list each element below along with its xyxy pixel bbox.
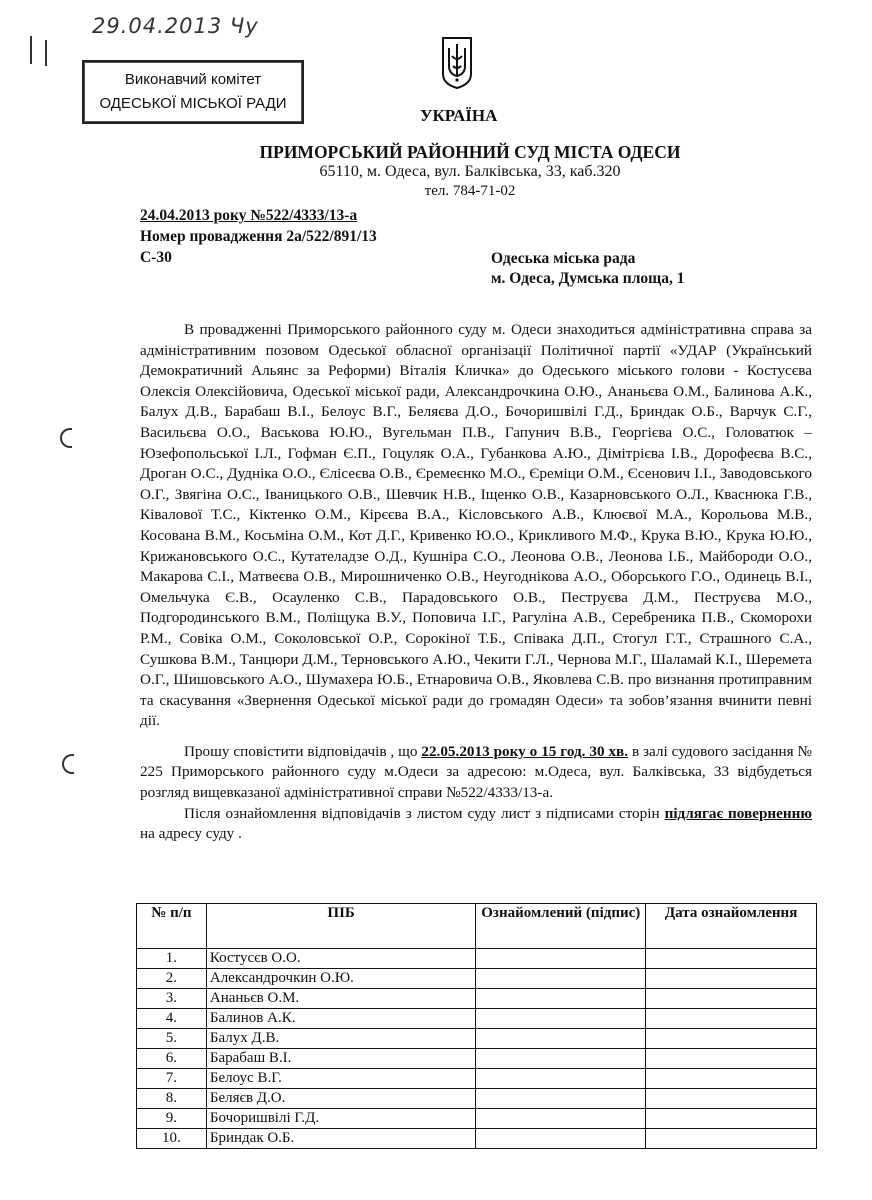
signature-cell[interactable] [476,1029,646,1049]
signature-cell[interactable] [476,1049,646,1069]
handwritten-note: 29.04.2013 Чу [92,14,259,38]
letter-body [140,320,812,845]
stamp-line-2: ОДЕСЬКОЇ МІСЬКОЇ РАДИ [99,95,287,112]
reference-number: 24.04.2013 року №522/4333/13-а [140,207,358,224]
row-number: 6. [137,1049,207,1069]
row-name: Костусєв О.О. [206,949,476,969]
date-cell[interactable] [646,989,817,1009]
date-cell[interactable] [646,969,817,989]
col-signature: Ознайомлений (підпис) [476,904,646,949]
recipient-address: м. Одеса, Думська площа, 1 [491,270,685,287]
signature-cell[interactable] [476,1069,646,1089]
row-name: Бриндак О.Б. [206,1129,476,1149]
row-number: 7. [137,1069,207,1089]
table-row [137,1109,817,1129]
row-number: 3. [137,989,207,1009]
signature-cell[interactable] [476,1009,646,1029]
hearing-date: 22.05.2013 року о 15 год. 30 хв. [421,742,629,760]
punch-hole [62,754,74,774]
row-name: Беляєв Д.О. [206,1089,476,1109]
table-row [137,949,817,969]
registration-stamp [82,60,304,124]
signature-cell[interactable] [476,1089,646,1109]
stamp-line-1: Виконавчий комітет [124,71,262,88]
table-row [137,1129,817,1149]
paragraph-hearing: Прошу сповістити відповідачів , що 22.05.2013 року о 15 год. 30 хв. в залі судового засідання № 225 Приморського районного суду м.Одеси за адресою: м.Одеса, вул. Балківська, 33 відбудеться розгляд вищевказаної адміністративної справи №522/4333/13-а. [140,742,812,802]
table-row [137,1069,817,1089]
date-cell[interactable] [646,1109,817,1129]
date-cell[interactable] [646,949,817,969]
date-cell[interactable] [646,1069,817,1089]
signature-cell[interactable] [476,1129,646,1149]
table-header-row [137,904,817,949]
recipient-name: Одеська міська рада [491,250,636,267]
date-cell[interactable] [646,1089,817,1109]
date-cell[interactable] [646,1049,817,1069]
margin-mark [30,36,32,64]
signature-cell[interactable] [476,989,646,1009]
court-address: 65110, м. Одеса, вул. Балківська, 33, каб.320 [319,163,621,180]
coat-of-arms-icon [440,36,474,90]
row-number: 5. [137,1029,207,1049]
signature-cell[interactable] [476,969,646,989]
court-name: ПРИМОРСЬКИЙ РАЙОННИЙ СУД МІСТА ОДЕСИ [259,142,681,162]
return-notice: підлягає поверненню [664,804,812,822]
date-cell[interactable] [646,1029,817,1049]
row-name: Бочоришвілі Г.Д. [206,1109,476,1129]
row-number: 9. [137,1109,207,1129]
acknowledgement-table [136,903,817,1149]
row-number: 10. [137,1129,207,1149]
row-number: 2. [137,969,207,989]
country-name: УКРАЇНА [420,106,498,125]
code: С-30 [140,249,172,266]
row-number: 8. [137,1089,207,1109]
row-name: Ананьєв О.М. [206,989,476,1009]
signature-cell[interactable] [476,1109,646,1129]
paragraph-case: В провадженні Приморського районного суду м. Одеси знаходиться адміністративна справа за адміністративним позовом Одеської обласної організації Політичної партії «УДАР (Український Демократичний Альянс за Реформи) Віталія Кличка» до Одеського міського голови - Костусєва Олексія Олексійовича, Одеської міської ради, Александрочкина О.Ю., Ананьєва О.М., Балинова А.К., Балух Д.В., Барабаш В.І., Белоус В.Г., Беляєва Д.О., Бочоришвілі Г.Д., Бриндак О.Б., Варчук С.Г., Васильєва О.О., Васькова Ю.Ю., Вугельман П.В., Гапунич В.В., Георгієва О.С., Головатюк – Юзефопольської І.Л., Гофман Є.П., Гоцуляк О.А., Губанкова А.Ю., Дімітрієва І.В., Дорофеєва В.С., Дроган О.С., Дудніка О.О., Єлісеєва О.В., Єремеєнко М.О., Єреміци О.М., Єсенович І.І., Заводовського О.Г., Звягіна О.С., Іваницького О.В., Шевчик Н.В., Іщенко О.В., Казарновського О.Л., Кваснюка Г.В., Ківалової Т.С., Кіктенко О.М., Кірєєва В.А., Кісловського А.В., Клюєвої М.А., Корольова М.В., Косована В.М., Косьміна О.М., Кот Д.Г., Кривенко Ю.О., Крикливого М.Ф., Крука В.Ю., Крука Ю.Ю., Крижановського О.С., Кутателадзе О.Д., Кушніра С.О., Леонова О.В., Леонова І.Б., Майбороди О.О., Макарова С.І., Матвеєва О.В., Мирошниченко О.В., Неугоднікова А.О., Оборського Г.О., Одинець В.І., Омельчука Є.В., Осауленко С.В., Парадовського О.В., Пеструєва Д.М., Пеструєва М.О., Подгородинського В.М., Поліщука В.У., Поповича І.Г., Рагуліна А.В., Серебреника П.В., Скоморохи Р.М., Совіка О.М., Соколовської О.Р., Сорокіної Т.Б., Співака Д.П., Стогул Г.Т., Страшного С.А., Сушкова В.М., Танцюри Д.М., Терновського А.Ю., Чекити Г.Л., Чернова М.Г., Шаламай К.І., Шеремета О.Г., Шишовського А.О., Шумахера Ю.Б., Етнаровича О.В., Яковлева С.В. про визнання протиправним та скасування «Звернення Одеської міської ради до громадян Одеси» та зобов’язання вчинити певні дії. [140,321,812,730]
punch-hole [60,428,72,448]
row-number: 4. [137,1009,207,1029]
table-row [137,1049,817,1069]
col-date: Дата ознайомлення [646,904,817,949]
col-name: ПІБ [206,904,476,949]
row-number: 1. [137,949,207,969]
paragraph-return: Після ознайомлення відповідачів з листом суду лист з підписами сторін підлягає поверненню на адресу суду . [140,804,812,843]
row-name: Белоус В.Г. [206,1069,476,1089]
date-cell[interactable] [646,1009,817,1029]
table-row [137,1089,817,1109]
table-row [137,969,817,989]
row-name: Балинов А.К. [206,1009,476,1029]
table-row [137,989,817,1009]
row-name: Барабаш В.І. [206,1049,476,1069]
col-number: № п/п [137,904,207,949]
date-cell[interactable] [646,1129,817,1149]
table-row [137,1029,817,1049]
row-name: Александрочкин О.Ю. [206,969,476,989]
court-phone: тел. 784-71-02 [424,183,516,199]
margin-mark [45,40,47,66]
table-row [137,1009,817,1029]
case-number: Номер провадження 2а/522/891/13 [140,228,377,245]
signature-cell[interactable] [476,949,646,969]
row-name: Балух Д.В. [206,1029,476,1049]
